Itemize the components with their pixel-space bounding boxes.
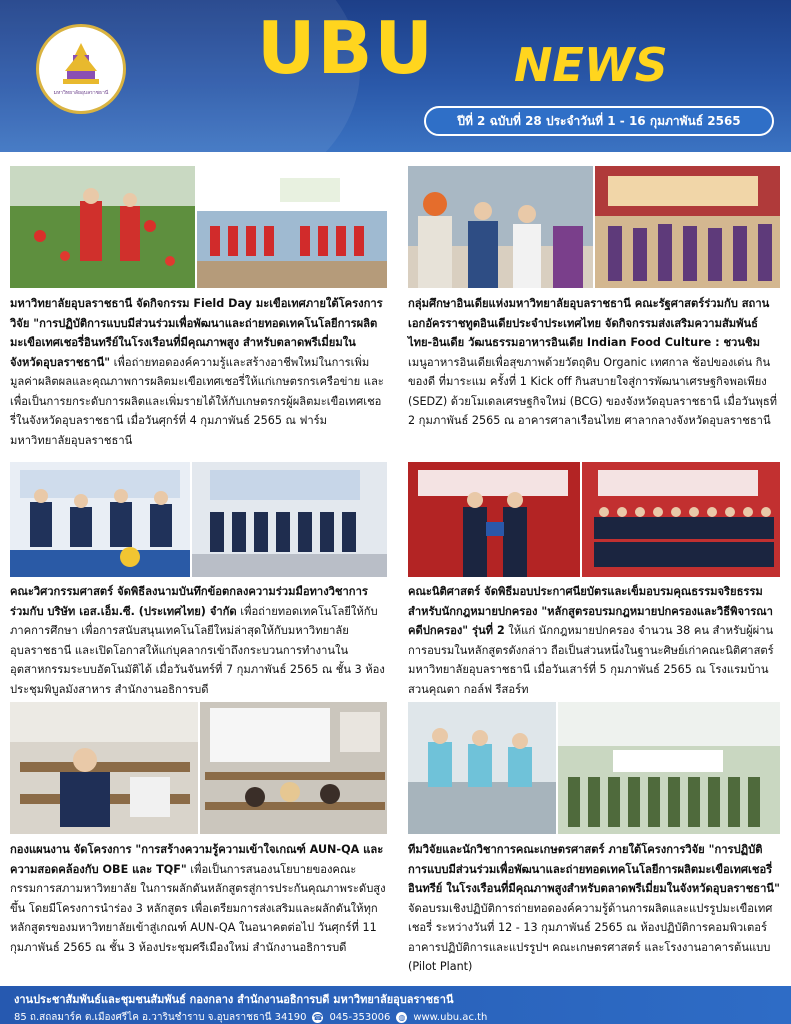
story-6-body: จัดอบรมเชิงปฏิบัติการถ่ายทอดองค์ความรู้ด้านการผลิตและแปรรูปมะเขือเทศเชอรี่ ระหว่างวันที่ 12 - 13 กุมภาพันธ์ 2565 ณ ห้องปฏิบัติการคอมพิวเตอร์ อาคารปฏิบัติการและแปรรูปฯ คณะเกษตรศาสตร์ และโรงงานอาคารต้นแบบ (Pilot Plant) [408,901,773,973]
footer-address: 85 ถ.สถลมาร์ค ต.เมืองศรีไค อ.วารินชำราบ จ.อุบลราชธานี 34190 [14,1012,307,1023]
story-3-photo [10,462,387,577]
story-5-body: เพื่อเป็นการสนองนโยบายของคณะกรรมการสภามหาวิทยาลัย ในการผลักดันหลักสูตรสู่การประกันคุณภาพระดับสูงขึ้น โดยมีโครงการนำร่อง 3 หลักสูตร เพื่อเตรียมการส่งเสริมและผลักดันให้ทุกหลักสูตรของมหาวิทยาลัยเข้าสู่เกณฑ์ AUN-QA ในอนาคตต่อไป วันศุกร์ที่ 11 กุมภาพันธ์ 2565 ณ ชั้น 3 ห้องประชุมศรีเมืองใหม่ สำนักงานอธิการบดี [10,862,386,954]
globe-icon: ◍ [396,1012,407,1023]
story-4-text [408,582,780,699]
story-6-title: ทีมวิจัยและนักวิชาการคณะเกษตรศาสตร์ ภายใต้โครงการวิจัย "การปฏิบัติการแบบมีส่วนร่วมเพื่อพัฒนาและถ่ายทอดเทคโนโลยีการผลิตมะเขือเทศเชอรี่อินทรีย์ ในโรงเรือนที่มีคุณภาพสูงสำหรับตลาดพรีเมี่ยมในจังหวัดอุบลราชธานี" [408,843,780,895]
story-2-text [408,294,780,431]
newsletter-title: UBU [257,6,435,90]
footer-contact [14,1010,791,1024]
story-1-body: เพื่อถ่ายทอดองค์ความรู้และสร้างอาชีพใหม่ในการเพิ่มมูลค่าผลิตผลและคุณภาพการผลิตมะเขือเทศเชอรี่ให้แก่เกษตรกรเครือข่าย และเพื่อเป็นการยกระดับการผลิตและเพิ่มรายได้ให้กับเกษตรกรผู้ผลิตมะเขือเทศเชอรี่ในจังหวัดอุบลราชธานี เมื่อวันศุกร์ที่ 4 กุมภาพันธ์ 2565 ณ ฟาร์มมหาวิทยาลัยอุบลราชธานี [10,355,384,447]
story-1-title: มหาวิทยาลัยอุบลราชธานี จัดกิจกรรม Field Day มะเขือเทศภายใต้โครงการวิจัย "การปฏิบัติการแบบมีส่วนร่วมเพื่อพัฒนาและถ่ายทอดเทคโนโลยีการผลิตมะเขือเทศเชอรี่อินทรีย์ในโรงเรือนที่มีคุณภาพสูง สำหรับตลาดพรีเมี่ยมในจังหวัดอุบลราชธานี" [10,297,383,369]
story-2-body: เมนูอาหารอินเดียเพื่อสุขภาพด้วยวัตถุดิบ Organic เทศกาล ช้อปของเด่น กินของดี ที่มาระแม ครั้งที่ 1 Kick off กินสบายใจสู่การพัฒนาเศรษฐกิจพอเพียง (SEDZ) ด้วยโมเดลเศรษฐกิจใหม่ (BCG) ของจังหวัดอุบลราชธานี เมื่อวันพุธที่ 2 กุมภาพันธ์ 2565 ณ อาคารศาลาเรือนไทย ศาลากลางจังหวัดอุบลราชธานี [408,355,778,427]
story-5-title: กองแผนงาน จัดโครงการ "การสร้างความรู้ความเข้าใจเกณฑ์ AUN-QA และความสอดคล้องกับ OBE และ TQF" [10,843,384,876]
story-3-title: คณะวิศวกรรมศาสตร์ จัดพิธีลงนามบันทึกข้อตกลงความร่วมมือทางวิชาการร่วมกับ บริษัท เอส.เอ็ม.ซี. (ประเทศไทย) จำกัด [10,585,368,618]
story-1-text [10,294,387,450]
story-3-body: เพื่อถ่ายทอดเทคโนโลยีให้กับภาคการศึกษา เพื่อการสนับสนุนเทคโนโลยีใหม่ล่าสุดให้กับมหาวิทยาลัยอุบลราชธานี และเปิดโอกาสให้แก่บุคลากรเข้าถึงกระบวนการทำงานในอุตสาหกรรมระบบอัตโนมัติได้ เมื่อวันจันทร์ที่ 7 กุมภาพันธ์ 2565 ณ ชั้น 3 ห้องประชุมพิบูลมังสาหาร สำนักงานอธิการบดี [10,604,385,696]
story-6-photo [408,702,780,834]
footer [0,986,791,1024]
footer-org: งานประชาสัมพันธ์และชุมชนสัมพันธ์ กองกลาง สำนักงานอธิการบดี มหาวิทยาลัยอุบลราชธานี [14,993,454,1006]
university-logo [36,24,126,114]
story-6-text [408,840,780,977]
story-3-text [10,582,387,699]
story-1-photo [10,166,387,288]
footer-phone: 045-353006 [329,1012,391,1023]
issue-info: ปีที่ 2 ฉบับที่ 28 ประจำวันที่ 1 - 16 กุมภาพันธ์ 2565 [424,106,774,136]
university-crest-icon [57,41,105,87]
phone-icon: ☎ [312,1013,323,1022]
story-4-title: คณะนิติศาสตร์ จัดพิธีมอบประกาศนียบัตรและเข็มอบรมคุณธรรมจริยธรรมสำหรับนักกฎหมายปกครอง "หลักสูตรอบรมกฎหมายปกครองและวิธีพิจารณาคดีปกครอง" รุ่นที่ 2 [408,585,773,637]
story-4-photo [408,462,780,577]
footer-website[interactable]: www.ubu.ac.th [413,1012,488,1023]
story-2-title: กลุ่มศึกษาอินเดียแห่งมหาวิทยาลัยอุบลราชธานี คณะรัฐศาสตร์ร่วมกับ สถานเอกอัครราชทูตอินเดียประจำประเทศไทย จัดกิจกรรมส่งเสริมความสัมพันธ์ไทย-อินเดีย วัฒนธรรมอาหารอินเดีย Indian Food Culture : ชวนชิม [408,297,770,349]
story-5-photo [10,702,387,834]
story-5-text [10,840,387,957]
masthead [0,0,791,152]
logo-caption: มหาวิทยาลัยอุบลราชธานี [53,90,109,96]
story-4-body: ให้แก่ นักกฎหมายปกครอง จำนวน 38 คน สำหรับผู้ผ่านการอบรมในหลักสูตรดังกล่าว ถือเป็นส่วนหนึ่งในฐานะศิษย์เก่าคณะนิติศาสตร์ มหาวิทยาลัยอุบลราชธานี เมื่อวันเสาร์ที่ 5 กุมภาพันธ์ 2565 ณ โรงแรมบ้านสวนคุณตา กอล์ฟ รีสอร์ท [408,624,774,696]
newsletter-subtitle: NEWS [514,38,668,92]
story-2-photo [408,166,780,288]
